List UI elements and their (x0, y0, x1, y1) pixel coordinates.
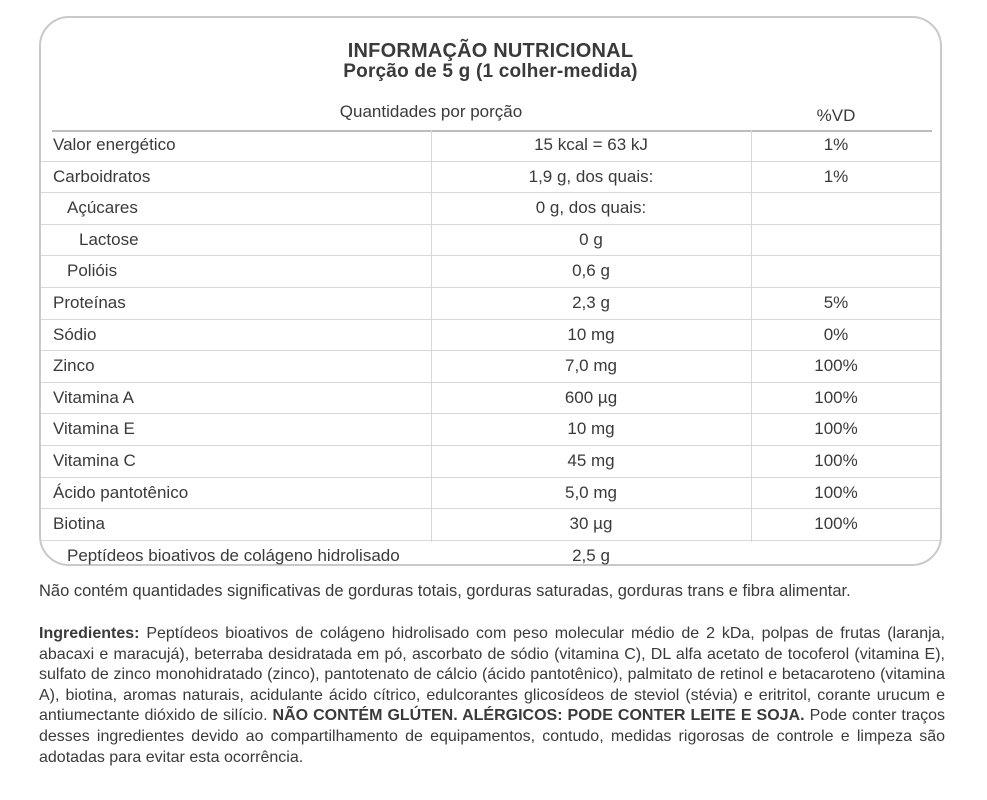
table-row (41, 383, 940, 415)
footnote: Não contém quantidades significativas de gorduras totais, gorduras saturadas, gorduras trans e fibra alimentar. (39, 582, 851, 600)
header-quantity: Quantidades por porção (339, 102, 523, 121)
nutrient-name: Vitamina A (53, 387, 134, 407)
nutrition-facts-panel (39, 16, 942, 566)
nutrient-name: Valor energético (53, 135, 176, 154)
nutrient-quantity: 2,3 g (572, 292, 610, 312)
table-row (41, 541, 940, 573)
table-row (41, 256, 940, 288)
nutrient-quantity: 5,0 mg (565, 482, 617, 502)
nutrient-quantity: 30 µg (569, 514, 613, 534)
ingredients-paragraph (39, 624, 945, 768)
serving-size: Porção de 5 g (1 colher-medida) (343, 61, 638, 82)
nutrient-quantity: 10 mg (567, 419, 615, 439)
ingredients-label: Ingredientes: (39, 625, 140, 642)
nutrient-name: Zinco (53, 356, 95, 376)
nutrient-daily-value: 100% (814, 514, 858, 534)
nutrient-name: Ácido pantotênico (53, 482, 189, 502)
table-row (41, 225, 940, 257)
table-row (41, 130, 940, 162)
table-row (41, 193, 940, 225)
nutrient-daily-value: 100% (814, 356, 858, 376)
nutrient-daily-value: 100% (814, 450, 858, 470)
nutrient-quantity: 0 g (579, 229, 603, 249)
nutrient-quantity: 2,5 g (572, 545, 610, 565)
nutrient-quantity: 600 µg (564, 387, 618, 407)
nutrition-title (41, 40, 940, 82)
nutrient-quantity: 10 mg (567, 324, 615, 344)
nutrient-name: Peptídeos bioativos de colágeno hidrolisado (67, 545, 400, 565)
nutrient-quantity: 0,6 g (572, 261, 610, 281)
nutrient-daily-value: 100% (814, 387, 858, 407)
table-row (41, 351, 940, 383)
nutrient-daily-value: 1% (823, 166, 849, 186)
nutrient-table (41, 130, 940, 572)
nutrient-quantity: 0 g, dos quais: (535, 198, 647, 218)
table-row (41, 320, 940, 352)
nutrient-name: Lactose (79, 229, 139, 249)
table-header (41, 100, 940, 130)
nutrient-name: Sódio (53, 324, 97, 344)
nutrient-name: Açúcares (67, 198, 138, 218)
table-row (41, 288, 940, 320)
nutrient-quantity: 7,0 mg (565, 356, 617, 376)
nutrient-daily-value: 5% (823, 292, 849, 312)
nutrient-daily-value: 100% (814, 419, 858, 439)
table-row (41, 478, 940, 510)
nutrient-name: Proteínas (53, 292, 126, 312)
nutrient-name: Vitamina C (53, 450, 136, 470)
nutrient-name: Carboidratos (53, 166, 151, 186)
ingredients-trailer: Pode conter traços desses ingredientes devido ao compartilhamento de equipamentos, contudo, medidas rigorosas de controle e limpeza são adotadas para evitar esta ocorrência. (39, 707, 946, 766)
header-daily-value: %VD (816, 106, 856, 125)
nutrient-name: Polióis (67, 261, 118, 281)
ingredients-text: Peptídeos bioativos de colágeno hidrolisado com peso molecular médio de 2 kDa, polpas de frutas (laranja, abacaxi e maracujá), beterraba desidratada em pó, ascorbato de sódio (vitamina C), DL alfa acetato de tocoferol (vitamina E), sulfato de zinco monohidratado (zinco), pantotenato de cálcio (ácido pantotênico), palmitato de retinol e betacaroteno (vitamina A), biotina, aromas naturais, acidulante ácido cítrico, edulcorantes glicosídeos de steviol (stévia) e eritritol, corante urucum e antiumectante dióxido de silício. (39, 625, 945, 725)
nutrient-quantity: 1,9 g, dos quais: (528, 166, 654, 186)
nutrient-name: Vitamina E (53, 419, 135, 439)
nutrient-name: Biotina (53, 514, 105, 534)
table-row (41, 509, 940, 541)
nutrient-daily-value: 100% (814, 482, 858, 502)
table-row (41, 446, 940, 478)
nutrient-quantity: 45 mg (567, 450, 615, 470)
allergen-warning: NÃO CONTÉM GLÚTEN. ALÉRGICOS: PODE CONTER LEITE E SOJA. (272, 707, 805, 725)
title-text: INFORMAÇÃO NUTRICIONAL (347, 40, 634, 62)
nutrient-daily-value: 1% (823, 135, 849, 154)
table-row (41, 162, 940, 194)
table-row (41, 414, 940, 446)
nutrient-quantity: 15 kcal = 63 kJ (534, 135, 648, 154)
nutrient-daily-value: 0% (823, 324, 849, 344)
